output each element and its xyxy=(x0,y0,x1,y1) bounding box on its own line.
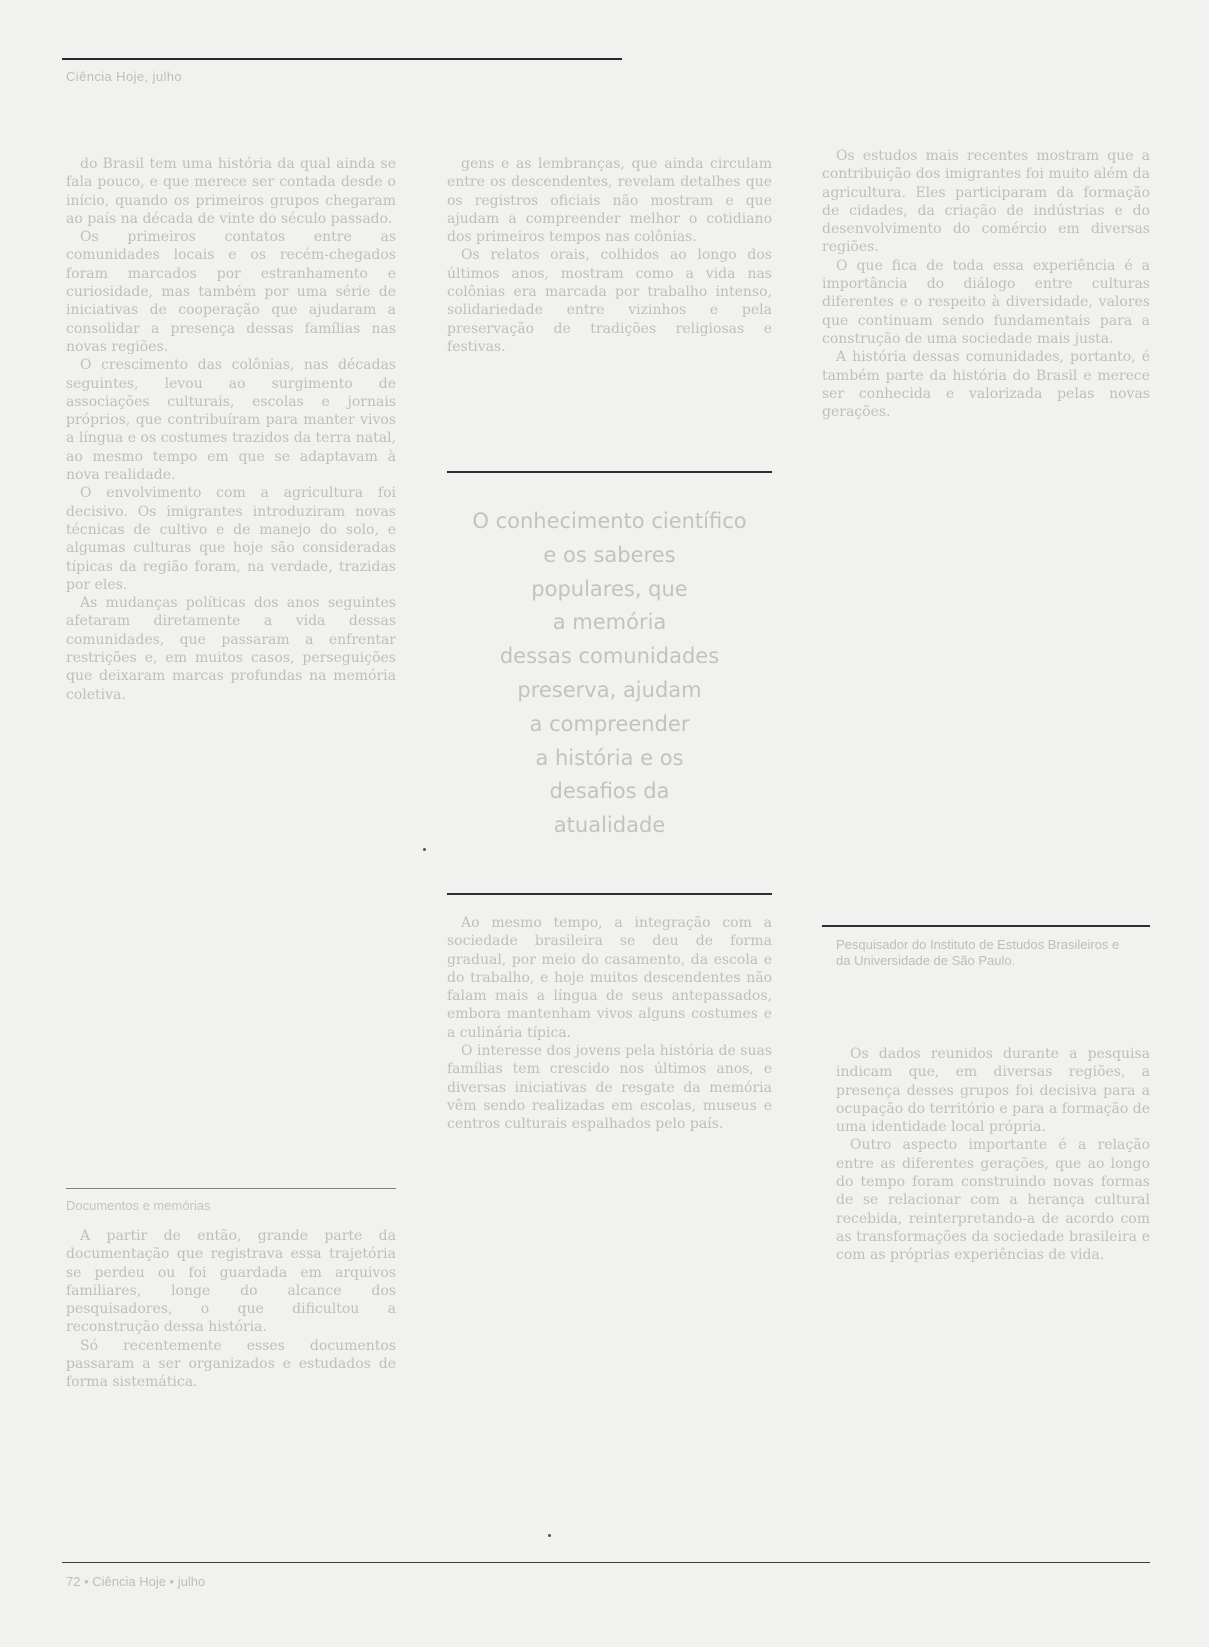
paragraph: Os dados reunidos durante a pesquisa indicam que, em diversas regiões, a presença desses grupos foi decisiva para a ocupação do território e para a formação de uma identidade local própria. xyxy=(836,1046,1150,1136)
pullquote-line: preserva, ajudam xyxy=(517,677,702,702)
paragraph: do Brasil tem uma história da qual ainda se fala pouco, e que merece ser contada desde o início, quando os primeiros grupos chegaram ao país na década de vinte do século passado. xyxy=(66,156,396,227)
paragraph: Outro aspecto importante é a relação entre as diferentes gerações, que ao longo do tempo foram construindo novas formas de se relacionar com a herança cultural recebida, reinterpretando-a de acordo com as transformações da sociedade brasileira e com as próprias experiências de vida. xyxy=(836,1137,1150,1264)
paragraph: O que fica de toda essa experiência é a importância do diálogo entre culturas diferentes e o respeito à diversidade, valores que continuam sendo fundamentais para a construção de uma sociedade mais justa. xyxy=(822,257,1150,347)
column-2-continued xyxy=(447,914,772,1134)
paragraph: O interesse dos jovens pela história de suas famílias tem crescido nos últimos anos, e diversas iniciativas de resgate da memória vêm sendo realizadas em escolas, museus e centros culturais espalhados pelo país. xyxy=(447,1043,772,1133)
author-note-rule xyxy=(822,925,1150,927)
pullquote-rule-bottom xyxy=(447,893,772,895)
column-3 xyxy=(822,147,1150,421)
column-3-continued xyxy=(836,1045,1150,1265)
paragraph: O crescimento das colônias, nas décadas seguintes, levou ao surgimento de associações culturais, escolas e jornais próprios, que contribuíram para manter vivos a língua e os costumes trazidos da terra natal, ao mesmo tempo em que se adaptavam à nova realidade. xyxy=(66,357,396,484)
scan-speck xyxy=(423,848,426,851)
paragraph: As mudanças políticas dos anos seguintes afetaram diretamente a vida dessas comunidades, que passaram a enfrentar restrições e, em muitos casos, perseguições que deixaram marcas profundas na memória coletiva. xyxy=(66,595,396,703)
pullquote-line: e os saberes xyxy=(543,542,676,567)
footer-rule xyxy=(62,1562,1150,1563)
paragraph: Ao mesmo tempo, a integração com a sociedade brasileira se deu de forma gradual, por meio do casamento, da escola e do trabalho, e hoje muitos descendentes não falam mais a língua de seus antepassados, embora mantenham vivos alguns costumes e a culinária típica. xyxy=(447,915,772,1041)
paragraph: O envolvimento com a agricultura foi decisivo. Os imigrantes introduziram novas técnicas de cultivo e de manejo do solo, e algumas culturas que hoje são consideradas típicas da região foram, na verdade, trazidas por eles. xyxy=(66,485,396,593)
paragraph: A história dessas comunidades, portanto, é também parte da história do Brasil e merece ser conhecida e valorizada pelas novas gerações. xyxy=(822,349,1150,421)
column-2 xyxy=(447,155,772,356)
section-subhead: Documentos e memórias xyxy=(66,1198,211,1213)
paragraph: Os primeiros contatos entre as comunidades locais e os recém-chegados foram marcados por estranhamento e curiosidade, mas também por uma série de iniciativas de cooperação que ajudaram a consolidar a presença dessas famílias nas novas regiões. xyxy=(66,229,396,355)
column-1 xyxy=(66,155,396,704)
scan-speck xyxy=(548,1534,551,1537)
header-rule xyxy=(62,58,622,60)
pullquote-line: a história e os xyxy=(535,745,684,770)
pullquote-line: populares, que xyxy=(531,576,688,601)
page-folio: 72 • Ciência Hoje • julho xyxy=(66,1574,206,1589)
pullquote-line: desafios da xyxy=(549,779,670,804)
pullquote-line: O conhecimento científico xyxy=(472,509,747,533)
section-rule xyxy=(66,1188,396,1189)
pull-quote xyxy=(447,505,772,843)
pullquote-line: a compreender xyxy=(529,711,690,736)
paragraph: Os relatos orais, colhidos ao longo dos últimos anos, mostram como a vida nas colônias era marcada por trabalho intenso, solidariedade entre vizinhos e pela preservação de tradições religiosas e festivas. xyxy=(447,247,772,355)
pullquote-line: atualidade xyxy=(553,813,666,838)
author-note: Pesquisador do Instituto de Estudos Brasileiros e da Universidade de São Paulo. xyxy=(836,937,1120,968)
paragraph: A partir de então, grande parte da documentação que registrava essa trajetória se perdeu ou foi guardada em arquivos familiares, longe do alcance dos pesquisadores, o que dificultou a reconstrução dessa história. xyxy=(66,1228,396,1336)
paragraph: gens e as lembranças, que ainda circulam entre os descendentes, revelam detalhes que os registros oficiais não mostram e que ajudam a compreender melhor o cotidiano dos primeiros tempos nas colônias. xyxy=(447,156,772,246)
pullquote-line: a memória xyxy=(552,610,667,635)
running-head: Ciência Hoje, julho xyxy=(66,69,182,84)
pullquote-line: dessas comunidades xyxy=(499,644,720,669)
paragraph: Só recentemente esses documentos passaram a ser organizados e estudados de forma sistemática. xyxy=(66,1337,396,1391)
column-1-continued xyxy=(66,1227,396,1392)
pullquote-rule-top xyxy=(447,471,772,473)
paragraph: Os estudos mais recentes mostram que a contribuição dos imigrantes foi muito além da agricultura. Eles participaram da formação de cidades, da criação de indústrias e do desenvolvimento do comércio em diversas regiões. xyxy=(822,148,1150,256)
